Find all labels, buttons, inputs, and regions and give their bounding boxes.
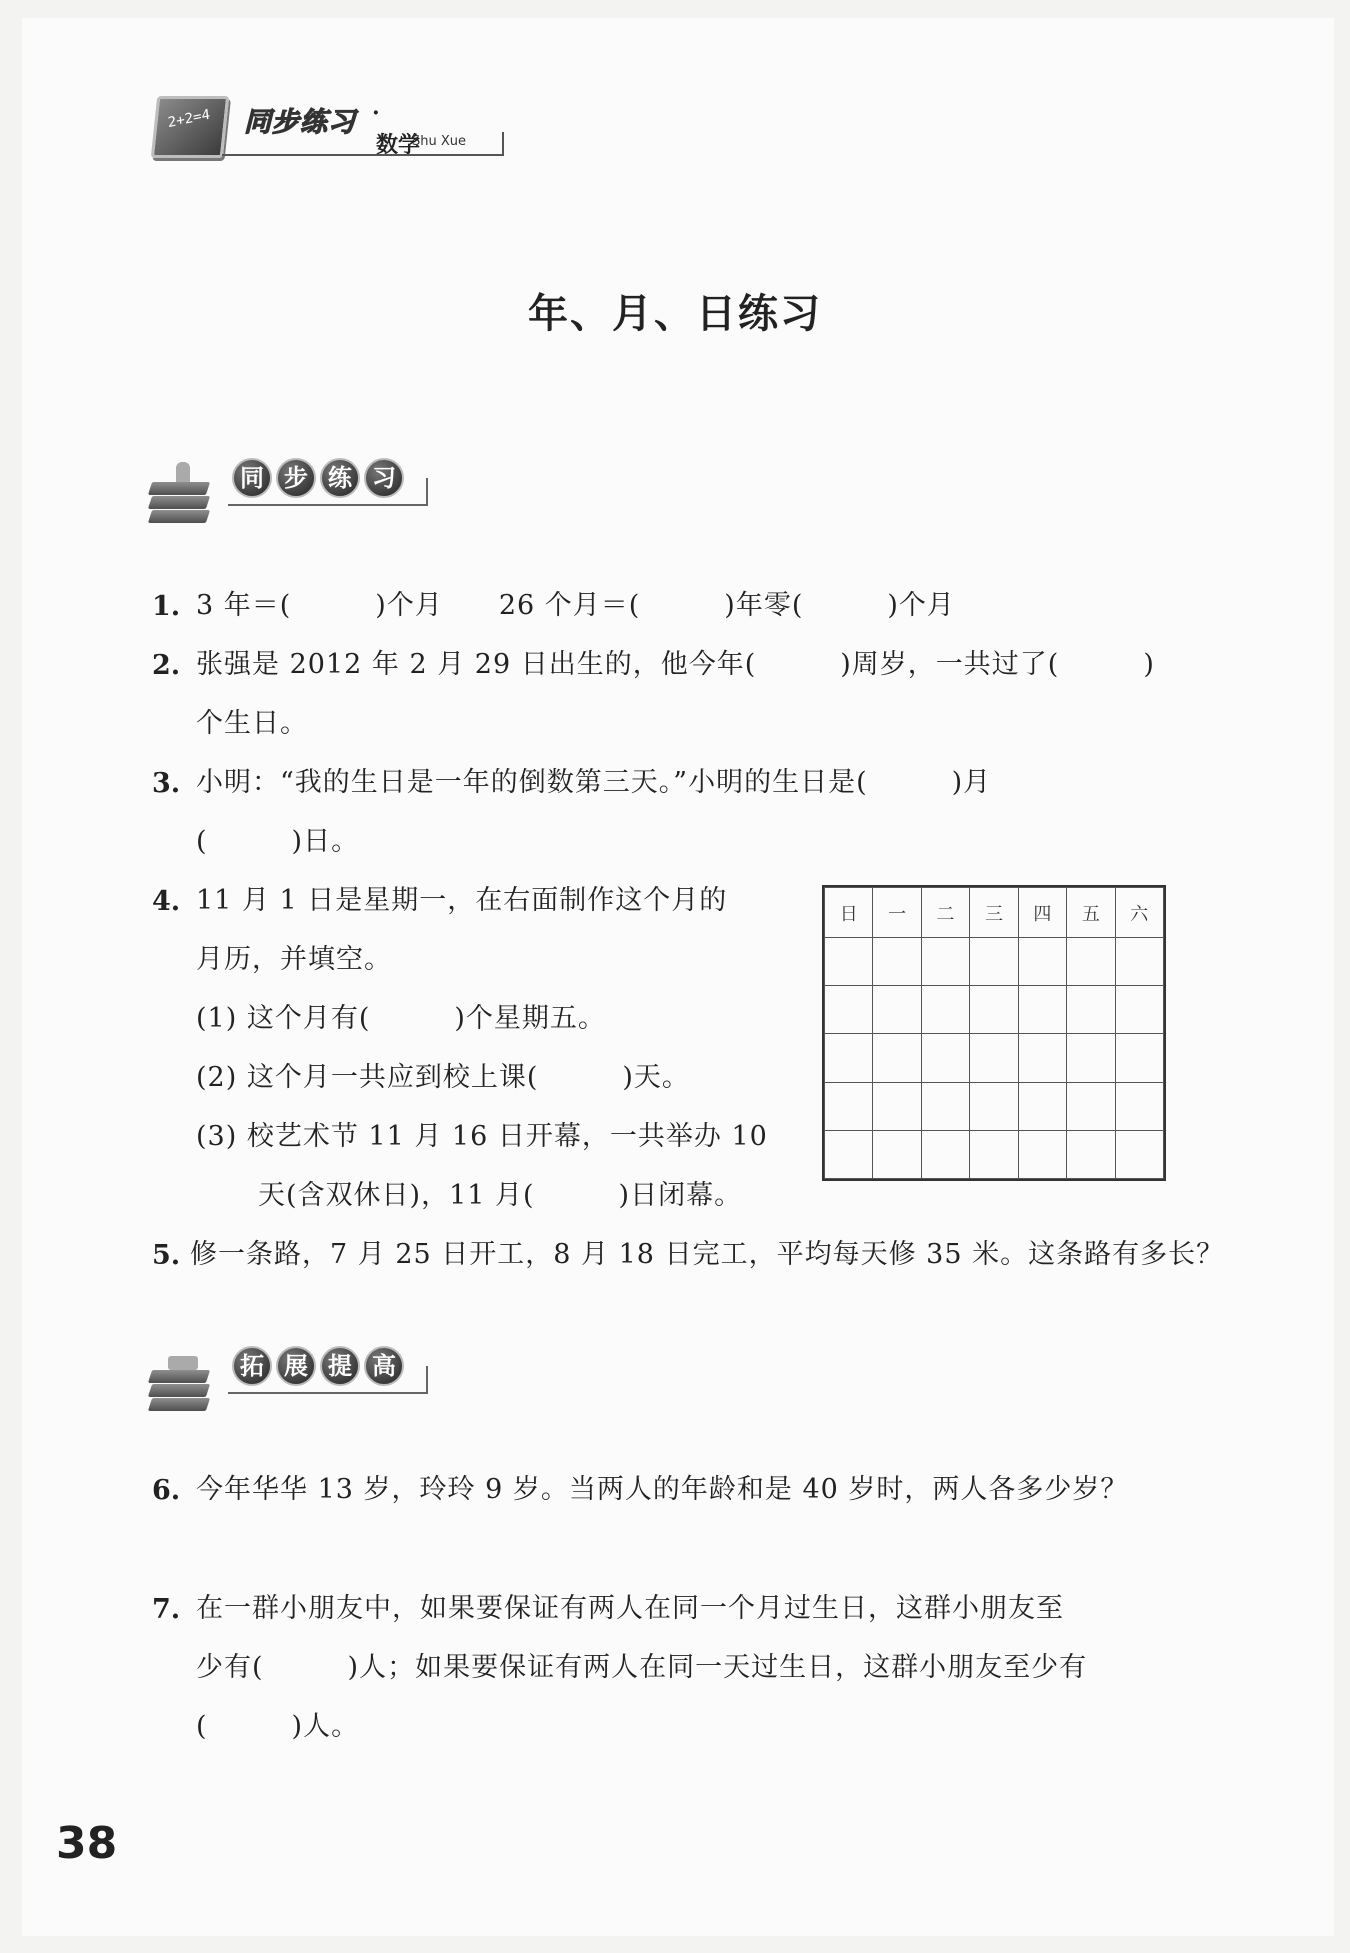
calendar-cell[interactable] bbox=[825, 1034, 873, 1082]
question-4-sub-3: (3) 校艺术节 11 月 16 日开幕，一共举办 10 bbox=[196, 1121, 768, 1152]
question-3-line: ( )日。 bbox=[196, 826, 360, 857]
calendar-row bbox=[825, 986, 1164, 1034]
calendar-cell[interactable] bbox=[873, 1082, 921, 1130]
calendar-cell[interactable] bbox=[1115, 938, 1163, 986]
question-3-line: 小明：“我的生日是一年的倒数第三天。”小明的生日是( )月 bbox=[196, 767, 992, 798]
section-badge-char: 同 bbox=[232, 458, 272, 498]
calendar-cell[interactable] bbox=[1018, 1082, 1066, 1130]
section-rule-tick bbox=[426, 478, 428, 506]
calendar-row bbox=[825, 1130, 1164, 1178]
section-badge-char: 展 bbox=[276, 1346, 316, 1386]
question-2-line: 张强是 2012 年 2 月 29 日出生的，他今年( )周岁，一共过了( ) bbox=[196, 649, 1155, 680]
section-rule bbox=[228, 504, 428, 506]
question-4-sub-3-cont: 天(含双休日)，11 月( )日闭幕。 bbox=[258, 1180, 743, 1211]
calendar-cell[interactable] bbox=[825, 938, 873, 986]
series-title: 同步练习 bbox=[244, 107, 356, 138]
calendar-cell[interactable] bbox=[1115, 1034, 1163, 1082]
blackboard-icon bbox=[151, 96, 230, 158]
calendar-cell[interactable] bbox=[921, 1130, 969, 1178]
weekday-header: 一 bbox=[873, 888, 921, 938]
calendar-cell[interactable] bbox=[1115, 986, 1163, 1034]
calendar-cell[interactable] bbox=[1067, 986, 1115, 1034]
calendar-cell[interactable] bbox=[921, 1082, 969, 1130]
section-heading-extension bbox=[150, 1336, 450, 1416]
calendar-row bbox=[825, 938, 1164, 986]
question-number: 5. bbox=[152, 1240, 181, 1271]
page-title: 年、月、日练习 bbox=[528, 290, 822, 337]
section-rule bbox=[228, 1392, 428, 1394]
question-6-line: 今年华华 13 岁，玲玲 9 岁。当两人的年龄和是 40 岁时，两人各多少岁？ bbox=[196, 1474, 1129, 1505]
header-rule-tick bbox=[502, 132, 504, 154]
question-7-line: ( )人。 bbox=[196, 1711, 360, 1742]
board-text: 2+2=4 bbox=[167, 106, 211, 132]
section-badge-char: 练 bbox=[320, 458, 360, 498]
calendar-cell[interactable] bbox=[825, 1130, 873, 1178]
calendar-cell[interactable] bbox=[873, 986, 921, 1034]
section-heading-practice bbox=[150, 448, 450, 528]
question-4-sub-2: (2) 这个月一共应到校上课( )天。 bbox=[196, 1062, 690, 1093]
question-2-line: 个生日。 bbox=[196, 708, 308, 739]
weekday-header: 五 bbox=[1067, 888, 1115, 938]
question-4-sub-1: (1) 这个月有( )个星期五。 bbox=[196, 1003, 606, 1034]
question-1-line: 3 年＝( )个月 26 个月＝( )年零( )个月 bbox=[196, 590, 955, 621]
question-number: 1. bbox=[152, 591, 181, 622]
grad-cap-icon bbox=[168, 1356, 198, 1370]
calendar-cell[interactable] bbox=[1115, 1130, 1163, 1178]
question-7-line: 少有( )人；如果要保证有两人在同一天过生日，这群小朋友至少有 bbox=[196, 1652, 1088, 1683]
weekday-header: 六 bbox=[1115, 888, 1163, 938]
calendar-cell[interactable] bbox=[1018, 938, 1066, 986]
calendar-cell[interactable] bbox=[1018, 1034, 1066, 1082]
calendar-cell[interactable] bbox=[921, 1034, 969, 1082]
calendar-cell[interactable] bbox=[970, 1034, 1018, 1082]
calendar-cell[interactable] bbox=[1115, 1082, 1163, 1130]
calendar-cell[interactable] bbox=[1018, 1130, 1066, 1178]
calendar-cell[interactable] bbox=[1067, 938, 1115, 986]
question-number: 7. bbox=[152, 1594, 181, 1625]
book-header bbox=[150, 92, 510, 172]
weekday-header: 三 bbox=[970, 888, 1018, 938]
calendar-cell[interactable] bbox=[970, 938, 1018, 986]
calendar-cell[interactable] bbox=[921, 986, 969, 1034]
calendar-cell[interactable] bbox=[970, 1130, 1018, 1178]
header-rule bbox=[222, 154, 504, 156]
section-badge-char: 习 bbox=[364, 458, 404, 498]
calendar-cell[interactable] bbox=[1067, 1130, 1115, 1178]
calendar-cell[interactable] bbox=[873, 938, 921, 986]
section-badge-char: 步 bbox=[276, 458, 316, 498]
section-badge-char: 高 bbox=[364, 1346, 404, 1386]
calendar-cell[interactable] bbox=[1067, 1034, 1115, 1082]
section-badge-char: 提 bbox=[320, 1346, 360, 1386]
question-7-line: 在一群小朋友中，如果要保证有两人在同一个月过生日，这群小朋友至 bbox=[196, 1593, 1064, 1624]
calendar-cell[interactable] bbox=[921, 938, 969, 986]
question-number: 2. bbox=[152, 650, 181, 681]
calendar-cell[interactable] bbox=[873, 1130, 921, 1178]
section-rule-tick bbox=[426, 1366, 428, 1394]
section-badge-char: 拓 bbox=[232, 1346, 272, 1386]
books-icon bbox=[150, 462, 210, 522]
books-icon bbox=[150, 1350, 210, 1410]
calendar-row bbox=[825, 1082, 1164, 1130]
calendar-cell[interactable] bbox=[1067, 1082, 1115, 1130]
calendar-row bbox=[825, 1034, 1164, 1082]
question-5-line: 修一条路，7 月 25 日开工，8 月 18 日完工，平均每天修 35 米。这条路有多长？ bbox=[190, 1239, 1225, 1270]
question-number: 3. bbox=[152, 768, 181, 799]
page-number: 38 bbox=[56, 1818, 118, 1869]
weekday-header: 日 bbox=[825, 888, 873, 938]
subject-label: 数学 bbox=[376, 133, 421, 158]
subject-pinyin: Shu Xue bbox=[412, 134, 467, 149]
weekday-header: 四 bbox=[1018, 888, 1066, 938]
question-4-line: 月历，并填空。 bbox=[196, 944, 392, 975]
question-4-line: 11 月 1 日是星期一，在右面制作这个月的 bbox=[196, 885, 728, 916]
calendar-cell[interactable] bbox=[873, 1034, 921, 1082]
calendar-cell[interactable] bbox=[970, 986, 1018, 1034]
question-number: 4. bbox=[152, 886, 181, 917]
month-calendar-grid bbox=[822, 885, 1166, 1181]
calendar-cell[interactable] bbox=[970, 1082, 1018, 1130]
calendar-cell[interactable] bbox=[825, 986, 873, 1034]
question-number: 6. bbox=[152, 1475, 181, 1506]
calendar-cell[interactable] bbox=[1018, 986, 1066, 1034]
calendar-cell[interactable] bbox=[825, 1082, 873, 1130]
header-dot: · bbox=[372, 100, 380, 126]
lamp-icon bbox=[176, 462, 190, 484]
weekday-header: 二 bbox=[921, 888, 969, 938]
